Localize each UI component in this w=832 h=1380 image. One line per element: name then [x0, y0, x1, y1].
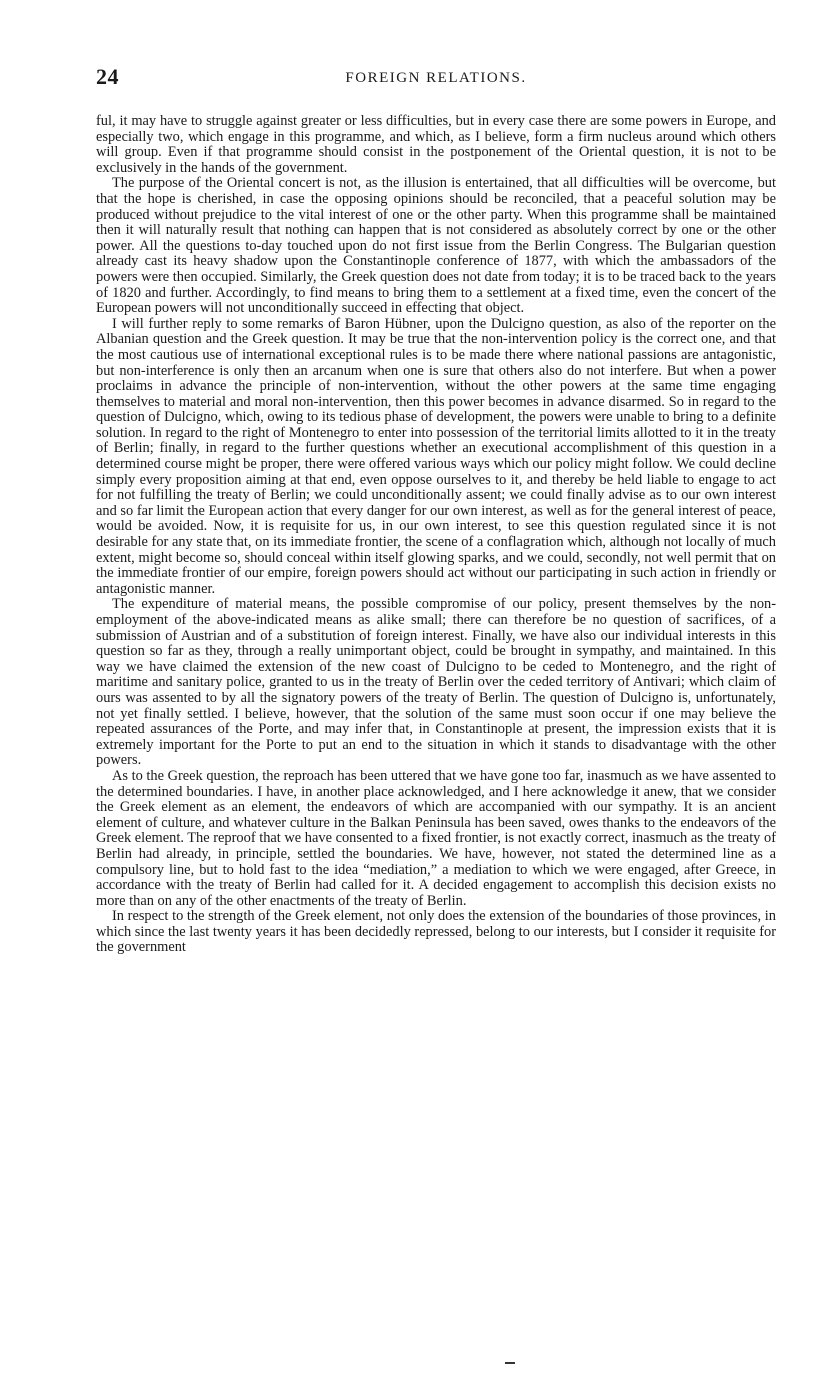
footer-mark	[505, 1362, 515, 1364]
running-head	[96, 64, 776, 94]
paragraph: In respect to the strength of the Greek element, not only does the extension of the boundaries of those provinces, in which since the last twenty years it has been decidedly repressed, belong to our interests, but I consider it requisite for the government	[96, 908, 776, 956]
paragraph: As to the Greek question, the reproach has been uttered that we have gone too far, inasmuch as we have assented to the determined boundaries. I have, in another place acknowledged, and I here acknowledge it anew, that we consider the Greek element as an element, the endeavors of which are accompanied with our sympathy. It is an ancient element of culture, and whatever culture in the Balkan Peninsula has been saved, owes thanks to the endeavors of the Greek element. The reproof that we have consented to a fixed frontier, is not exactly correct, inasmuch as the treaty of Berlin had already, in principle, settled the boundaries. We have, however, not stated the determined line as a compulsory line, but to hold fast to the idea “mediation,” a mediation to which we were engaged, after Greece, in accordance with the treaty of Berlin had called for it. A decided engagement to accomplish this decision exists no more than on any of the other enactments of the treaty of Berlin.	[96, 767, 776, 909]
paragraph: ful, it may have to struggle against greater or less difficulties, but in every case there are some powers in Europe, and especially two, which engage in this programme, and which, as I believe, form a firm nucleus around which others will group. Even if that programme should consist in the postponement of the Oriental question, it is not to be exclusively in the hands of the government.	[96, 113, 776, 176]
paragraph: I will further reply to some remarks of Baron Hübner, upon the Dulcigno question, as also of the reporter on the Albanian question and the Greek question. It may be true that the non-intervention policy is the correct one, and that the most cautious use of international exceptional rules is to be made there where national passions are antagonistic, but non-interference is only then an arcanum when one is sure that others also do not interfere. But when a power proclaims in advance the principle of non-intervention, without the other powers at the same time engaging themselves to material and moral non-intervention, then this power becomes in advance disarmed. So in regard to the question of Dulcigno, which, owing to its tedious phase of development, the powers were unable to bring to a definite solution. In regard to the right of Montenegro to enter into possession of the territorial limits allotted to it in the treaty of Berlin; finally, in regard to the further questions whether an executional accomplishment of this question in a determined course might be proper, there were offered various ways which our policy might follow. We could decline simply every proposition aiming at that end, even oppose ourselves to it, and thereby be held liable to engage to act for not fulfilling the treaty of Berlin; we could unconditionally assent; we could finally advise as to our own interest and so far limit the European action that every danger for our own interest, as well as for the general interest of peace, would be avoided. Now, it is requisite for us, in our own interest, to see this question regulated since it is not desirable for any state that, on its immediate frontier, the scene of a conflagration which, although not locally of much extent, might become so, should conceal within itself glowing sparks, and we could, secondly, not well permit that on the immediate frontier of our empire, foreign powers should act without our participating in such action in friendly or antagonistic manner.	[96, 315, 776, 597]
page-number: 24	[96, 64, 119, 89]
paragraph: The expenditure of material means, the possible compromise of our policy, present themselves by the non-employment of the above-indicated means as alike small; there can therefore be no question of sacrifices, of a submission of Austrian and of a substitution of foreign interest. Finally, we have also our individual interests in this question so far as they, through a really unimportant object, could be brought in sympathy, and maintained. In this way we have claimed the extension of the new coast of Dulcigno to be ceded to Montenegro, and the right of maritime and sanitary police, granted to us in the treaty of Berlin over the ceded territory of Antivari; which claim of ours was assented to by all the signatory powers of the treaty of Berlin. The question of Dulcigno is, unfortunately, not yet finally settled. I believe, however, that the solution of the same must soon occur if one may believe the repeated assurances of the Porte, and may infer that, in Constantinople at present, the impression exists that it is extremely important for the Porte to put an end to the situation in which it stands to disadvantage with the other powers.	[96, 596, 776, 769]
page-heading: FOREIGN RELATIONS.	[345, 70, 527, 86]
paragraph: The purpose of the Oriental concert is not, as the illusion is entertained, that all difficulties will be overcome, but that the hope is cherished, in case the opposing opinions should be reconciled, that a peaceful solution may be produced without prejudice to the vital interest of one or the other party. When this programme shall be maintained then it will naturally result that nothing can happen that is not considered as absolutely correct by one or the other power. All the questions to-day touched upon do not first issue from the Berlin Congress. The Bulgarian question already cast its heavy shadow upon the Constantinople conference of 1877, with which the ambassadors of the powers were then occupied. Similarly, the Greek question does not date from today; it is to be traced back to the years of 1820 and further. Accordingly, to find means to bring them to a settlement at a fixed time, even the concert of the European powers will not unconditionally succeed in effecting that object.	[96, 175, 776, 317]
body-text	[96, 114, 776, 956]
